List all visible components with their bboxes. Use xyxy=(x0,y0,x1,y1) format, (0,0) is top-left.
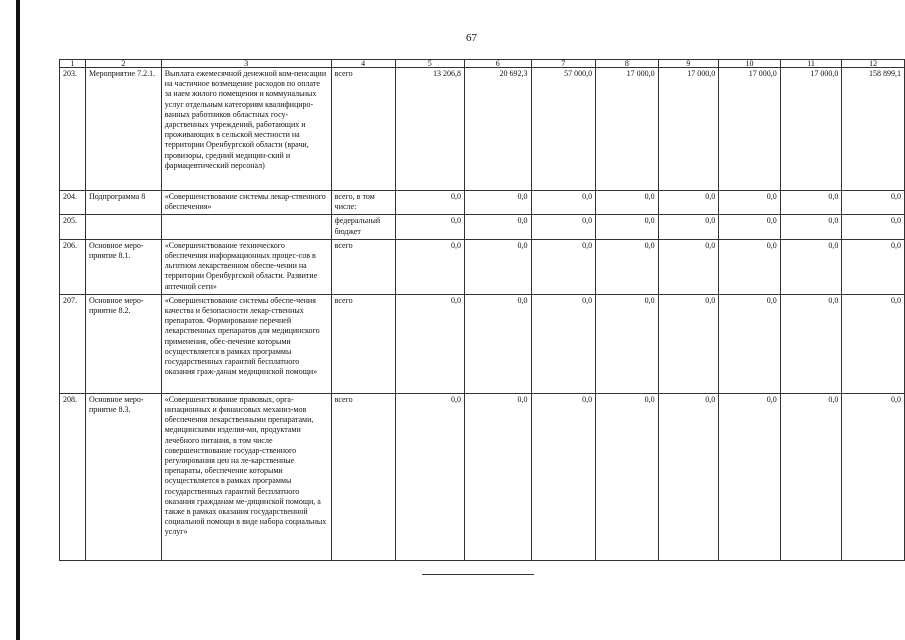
row-name: Мероприятие 7.2.1. xyxy=(85,68,161,191)
row-funding-source: всего xyxy=(331,294,395,393)
row-description xyxy=(161,215,331,239)
column-header: 2 xyxy=(85,60,161,68)
column-header: 3 xyxy=(161,60,331,68)
footer-rule xyxy=(422,574,534,575)
row-value: 0,0 xyxy=(465,393,532,560)
row-name: Подпрограмма 8 xyxy=(85,191,161,215)
row-value: 17 000,0 xyxy=(658,68,719,191)
row-funding-source: всего xyxy=(331,239,395,294)
row-value: 0,0 xyxy=(596,191,659,215)
row-value: 0,0 xyxy=(465,239,532,294)
row-description: «Совершенствование системы лекар-ственного обеспечения» xyxy=(161,191,331,215)
column-header: 9 xyxy=(658,60,719,68)
row-value: 0,0 xyxy=(395,215,464,239)
column-header: 6 xyxy=(465,60,532,68)
row-value: 0,0 xyxy=(465,215,532,239)
row-value: 17 000,0 xyxy=(596,68,659,191)
row-value: 0,0 xyxy=(719,191,781,215)
row-value: 0,0 xyxy=(780,393,842,560)
row-value: 0,0 xyxy=(596,294,659,393)
row-name xyxy=(85,215,161,239)
column-header: 11 xyxy=(780,60,842,68)
row-description: Выплата ежемесячной денежной ком-пенсации на частичное возмещение расходов по оплате за наем жилого помещения и коммунальных услуг отдельным категориям квалифициро-ванных работников областных госу-дарственных учреждений, работающих и проживающих в сельской местности на территории Оренбургской области (врачи, провизоры, средний медицин-ский и фармацевтический персонал) xyxy=(161,68,331,191)
column-header: 7 xyxy=(531,60,596,68)
row-value: 0,0 xyxy=(719,239,781,294)
row-value: 0,0 xyxy=(465,294,532,393)
row-value: 0,0 xyxy=(596,215,659,239)
row-value: 0,0 xyxy=(596,393,659,560)
row-value: 0,0 xyxy=(780,239,842,294)
row-value: 17 000,0 xyxy=(780,68,842,191)
row-number: 206. xyxy=(60,239,86,294)
row-value: 17 000,0 xyxy=(719,68,781,191)
table-row xyxy=(60,393,905,560)
table-row xyxy=(60,68,905,191)
row-value: 0,0 xyxy=(842,239,905,294)
row-description: «Совершенствование технического обеспечения информационных процес-сов в льготном лекарственном обеспе-чении на территории Оренбургской области. Развитие аптечной сети» xyxy=(161,239,331,294)
row-value: 13 206,8 xyxy=(395,68,464,191)
row-value: 0,0 xyxy=(719,393,781,560)
row-value: 0,0 xyxy=(531,294,596,393)
budget-table xyxy=(59,59,905,561)
row-value: 0,0 xyxy=(395,294,464,393)
row-value: 0,0 xyxy=(719,215,781,239)
row-value: 0,0 xyxy=(531,393,596,560)
row-value: 0,0 xyxy=(531,239,596,294)
row-value: 0,0 xyxy=(531,215,596,239)
row-value: 0,0 xyxy=(658,294,719,393)
row-number: 203. xyxy=(60,68,86,191)
column-header: 4 xyxy=(331,60,395,68)
row-value: 57 000,0 xyxy=(531,68,596,191)
row-value: 0,0 xyxy=(395,191,464,215)
table-row xyxy=(60,191,905,215)
row-value: 0,0 xyxy=(395,239,464,294)
row-funding-source: федеральный бюджет xyxy=(331,215,395,239)
row-value: 0,0 xyxy=(719,294,781,393)
column-header: 10 xyxy=(719,60,781,68)
row-value: 20 692,3 xyxy=(465,68,532,191)
row-number: 207. xyxy=(60,294,86,393)
column-header: 5 xyxy=(395,60,464,68)
row-value: 0,0 xyxy=(465,191,532,215)
row-funding-source: всего, в том числе: xyxy=(331,191,395,215)
binding-bar xyxy=(16,0,20,640)
page-number: 67 xyxy=(466,32,477,44)
column-header: 8 xyxy=(596,60,659,68)
table-row xyxy=(60,215,905,239)
row-value: 0,0 xyxy=(842,393,905,560)
row-value: 0,0 xyxy=(780,191,842,215)
row-value: 0,0 xyxy=(395,393,464,560)
row-funding-source: всего xyxy=(331,393,395,560)
row-value: 0,0 xyxy=(596,239,659,294)
row-name: Основное меро-приятие 8.1. xyxy=(85,239,161,294)
row-value: 0,0 xyxy=(842,191,905,215)
row-value: 0,0 xyxy=(842,215,905,239)
row-value: 0,0 xyxy=(842,294,905,393)
row-value: 0,0 xyxy=(531,191,596,215)
row-description: «Совершенствование системы обеспе-чения качества и безопасности лекар-ственных препаратов. Формирование перечней лекарственных препаратов для медицинского применения, обес-печение которыми осуществляется в рамках программы государственных гарантий бесплатного оказания граж-данам медицинской помощи» xyxy=(161,294,331,393)
row-value: 0,0 xyxy=(780,215,842,239)
row-value: 0,0 xyxy=(658,393,719,560)
row-number: 204. xyxy=(60,191,86,215)
column-number-row xyxy=(60,60,905,68)
row-value: 0,0 xyxy=(780,294,842,393)
table-row xyxy=(60,294,905,393)
row-value: 0,0 xyxy=(658,215,719,239)
row-number: 208. xyxy=(60,393,86,560)
row-value: 0,0 xyxy=(658,239,719,294)
row-value: 0,0 xyxy=(658,191,719,215)
row-description: «Совершенствование правовых, орга-низационных и финансовых механиз-мов обеспечения лекарственными препаратами, медицинскими изделия-ми, продуктами лечебного питания, в том числе совершенствование государ-ственного регулирования цен на ле-карственные препараты, обеспечение которыми осуществляется в рамках программы государственных гарантий бесплатного оказания гражданам ме-дицинской помощи, а также в рамках оказания государственной социальной помощи в виде набора социальных услуг» xyxy=(161,393,331,560)
column-header: 1 xyxy=(60,60,86,68)
row-number: 205. xyxy=(60,215,86,239)
row-name: Основное меро-приятие 8.2. xyxy=(85,294,161,393)
column-header: 12 xyxy=(842,60,905,68)
row-funding-source: всего xyxy=(331,68,395,191)
row-name: Основное меро-приятие 8.3. xyxy=(85,393,161,560)
row-value: 158 899,1 xyxy=(842,68,905,191)
table-row xyxy=(60,239,905,294)
